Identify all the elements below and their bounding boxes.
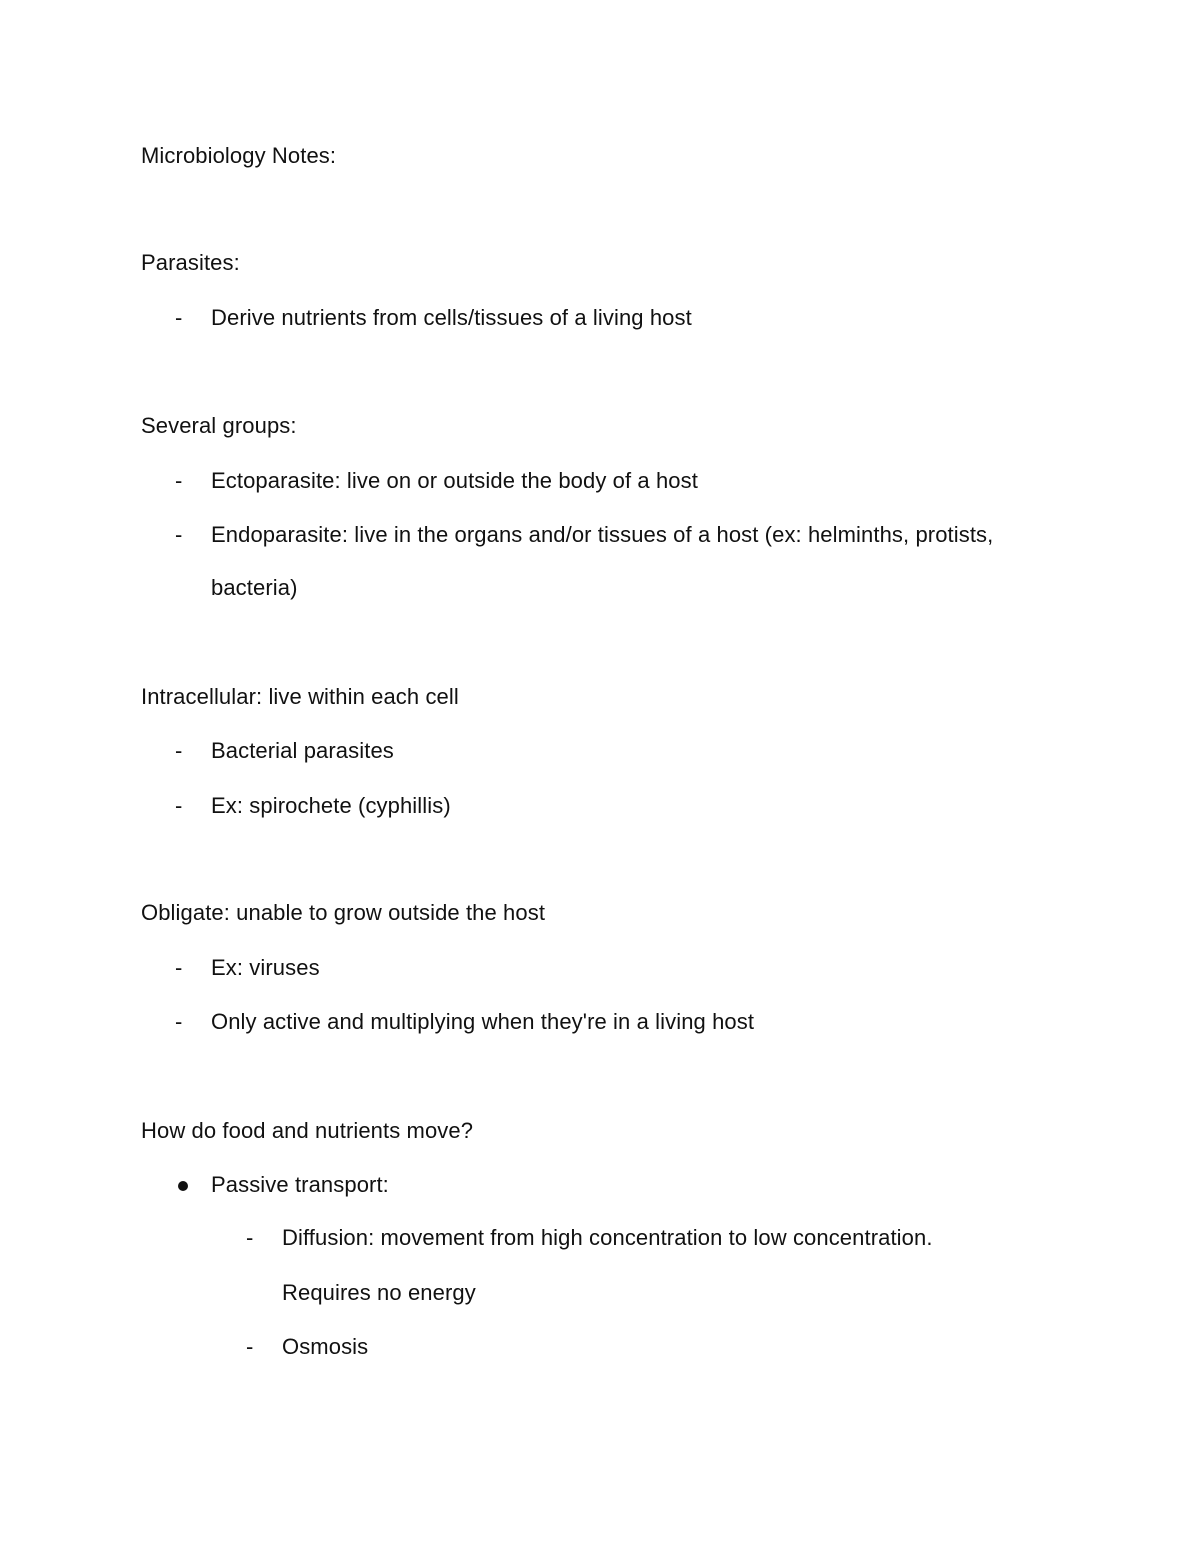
document-title: Microbiology Notes:: [141, 143, 337, 168]
list-item: Derive nutrients from cells/tissues of a living host: [211, 305, 692, 330]
section-heading-parasites: Parasites:: [141, 250, 240, 275]
list-item: Ex: viruses: [211, 955, 320, 980]
dash-marker: -: [246, 1225, 254, 1250]
sub-list-item: Osmosis: [282, 1334, 369, 1359]
sub-list-item: Diffusion: movement from high concentration to low concentration.: [282, 1225, 933, 1250]
section-heading-intracellular: Intracellular: live within each cell: [141, 684, 459, 709]
bullet-dot: [178, 1181, 188, 1191]
list-item: Endoparasite: live in the organs and/or tissues of a host (ex: helminths, protists,: [211, 522, 994, 547]
dash-marker: -: [175, 305, 183, 330]
section-heading-several-groups: Several groups:: [141, 413, 297, 438]
dash-marker: -: [175, 468, 183, 493]
dash-marker: -: [175, 793, 183, 818]
list-item: Ex: spirochete (cyphillis): [211, 793, 451, 818]
dash-marker: -: [175, 1009, 183, 1034]
dash-marker: -: [246, 1334, 254, 1359]
section-heading-obligate: Obligate: unable to grow outside the host: [141, 900, 546, 925]
list-item: Passive transport:: [211, 1172, 389, 1197]
dash-marker: -: [175, 738, 183, 763]
sub-list-item-continuation: Requires no energy: [282, 1280, 476, 1305]
dash-marker: -: [175, 522, 183, 547]
list-item: Ectoparasite: live on or outside the body of a host: [211, 468, 698, 493]
section-heading-nutrient-movement: How do food and nutrients move?: [141, 1118, 474, 1143]
list-item: Bacterial parasites: [211, 738, 394, 763]
list-item-continuation: bacteria): [211, 575, 298, 600]
list-item: Only active and multiplying when they're in a living host: [211, 1009, 755, 1034]
dash-marker: -: [175, 955, 183, 980]
